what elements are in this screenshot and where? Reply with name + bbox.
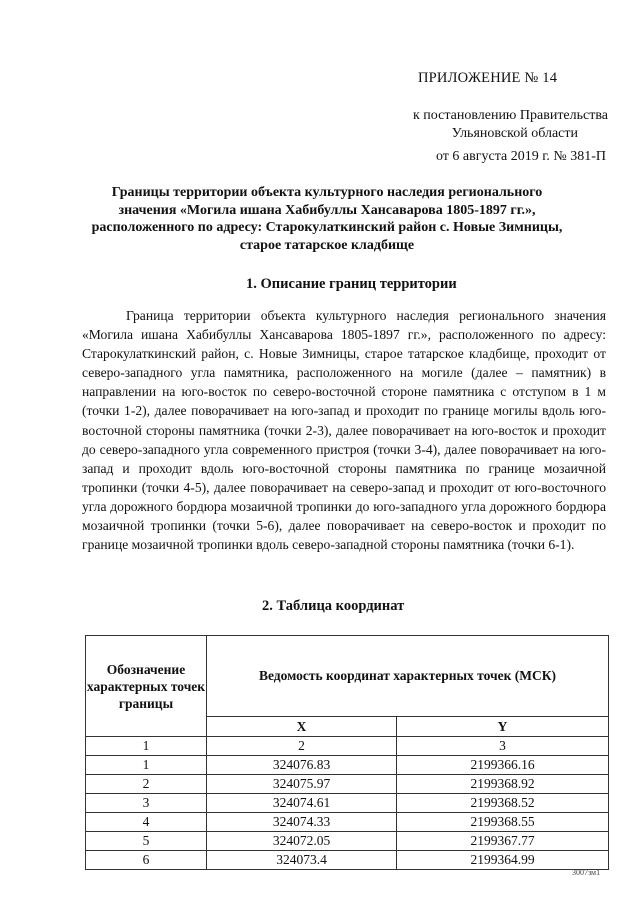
- point-number: 1: [86, 756, 207, 775]
- section-heading-boundary-description: 1. Описание границ территории: [246, 276, 457, 292]
- y-coordinate: 2199364.99: [397, 851, 609, 870]
- table-row: [86, 756, 609, 775]
- table-row: [86, 775, 609, 794]
- column-header-x: X: [207, 717, 397, 737]
- column-header-points: Обозначение характерных точек границы: [86, 636, 207, 737]
- column-header-coordinates: Ведомость координат характерных точек (МСК): [207, 636, 609, 717]
- y-coordinate: 2199368.52: [397, 794, 609, 813]
- table-row: [86, 832, 609, 851]
- y-coordinate: 2199367.77: [397, 832, 609, 851]
- table-row: [86, 794, 609, 813]
- resolution-date: от 6 августа 2019 г. № 381-П: [435, 149, 606, 164]
- table-row: [86, 813, 609, 832]
- table-cell: 2: [207, 737, 397, 756]
- table-cell: 1: [86, 737, 207, 756]
- document-code: 3007зм1: [572, 868, 601, 877]
- y-coordinate: 2199366.16: [397, 756, 609, 775]
- boundary-description-paragraph: Граница территории объекта культурного наследия регионального значения «Могила ишана Хабибуллы Хансаварова 1805-1897 гг.», расположенного по адресу: Старокулаткинский район, с. Новые Зимницы, старое татарское кладбище, проходит от северо-западного угла памятника, расположенного на могиле (далее – памятник) в направлении на юго-восток по северо-восточной стороне памятника с отступом в 1 м (точки 1-2), далее поворачивает на юго-запад и проходит по границе могилы вдоль юго-восточной стороны памятника (точки 2-3), далее поворачивает на юго-восток и проходит до северо-западного угла современного пристроя (точки 3-4), далее поворачивает на юго-запад и проходит вдоль юго-восточной стороны памятника по границе мозаичной тропинки (точки 4-5), далее поворачивает на северо-запад и проходит от юго-восточного угла дорожного бордюра мозаичной тропинки до юго-западного угла дорожного бордюра мозаичной тропинки (точки 5-6), далее поворачивает на северо-восток и проходит по границе мозаичной тропинки вдоль северо-западной стороны памятника (точки 6-1).: [82, 308, 606, 553]
- document-title: Границы территории объекта культурного наследия регионального значения «Могила ишана Хабибуллы Хансаварова 1805-1897 гг.», расположенного по адресу: Старокулаткинский район с. Новые Зимницы, старое татарское кладбище: [91, 185, 563, 253]
- resolution-reference: к постановлению Правительства: [412, 108, 608, 123]
- x-coordinate: 324072.05: [207, 832, 397, 851]
- point-number: 4: [86, 813, 207, 832]
- region-name: Ульяновской области: [451, 126, 578, 141]
- x-coordinate: 324076.83: [207, 756, 397, 775]
- column-header-y: Y: [397, 717, 609, 737]
- x-coordinate: 324073.4: [207, 851, 397, 870]
- section-heading-coordinates-table: 2. Таблица координат: [262, 598, 405, 614]
- y-coordinate: 2199368.55: [397, 813, 609, 832]
- column-numbering-row: [86, 737, 609, 756]
- x-coordinate: 324074.61: [207, 794, 397, 813]
- point-number: 2: [86, 775, 207, 794]
- point-number: 5: [86, 832, 207, 851]
- x-coordinate: 324074.33: [207, 813, 397, 832]
- coordinates-table: [85, 635, 609, 870]
- table-cell: 3: [397, 737, 609, 756]
- point-number: 6: [86, 851, 207, 870]
- table-row: [86, 851, 609, 870]
- y-coordinate: 2199368.92: [397, 775, 609, 794]
- x-coordinate: 324075.97: [207, 775, 397, 794]
- point-number: 3: [86, 794, 207, 813]
- appendix-number: ПРИЛОЖЕНИЕ № 14: [418, 70, 558, 86]
